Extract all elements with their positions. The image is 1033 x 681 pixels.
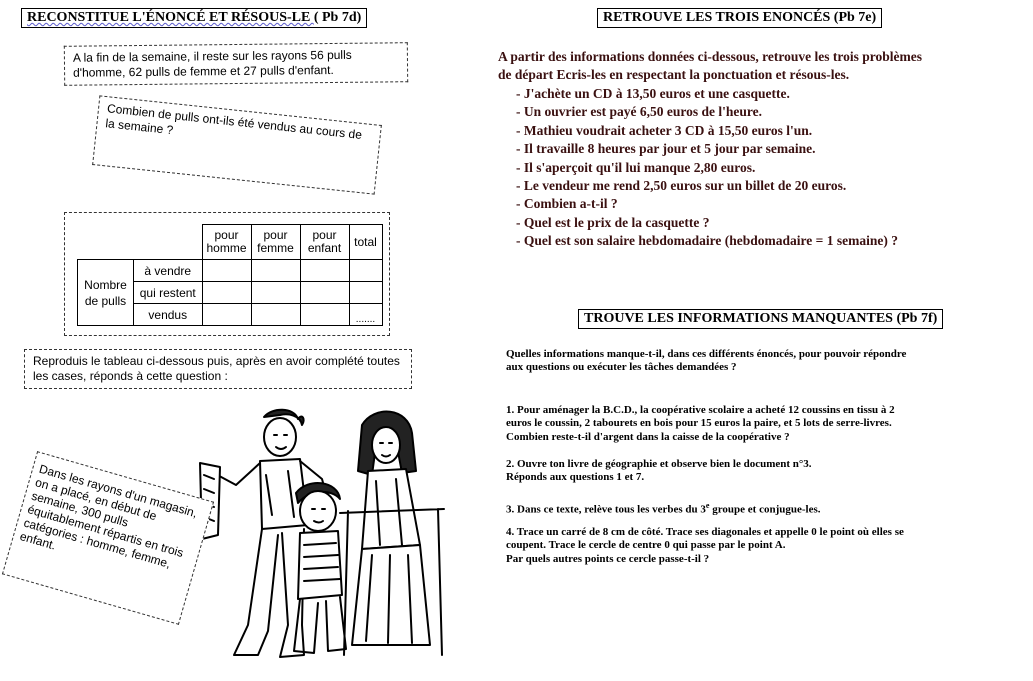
list-item: - Mathieu voudrait acheter 3 CD à 15,50 euros l'un. — [516, 122, 813, 138]
table-header-row — [78, 225, 383, 260]
pb7f-title-text: TROUVE LES INFORMATIONS MANQUANTES (Pb 7f) — [584, 311, 938, 326]
col-header-total: total — [349, 225, 382, 260]
pb7f-intro-line: aux questions ou exécuter les tâches demandées ? — [506, 361, 737, 374]
row-group-label: Nombre de pulls — [78, 260, 134, 326]
question-3-start: 3. Dans ce texte, relève tous les verbes du 3 — [506, 503, 706, 516]
list-item: - Quel est le prix de la casquette ? — [516, 214, 710, 230]
question-line: coupent. Trace le cercle de centre 0 qui passe par le point A. — [506, 539, 786, 552]
col-header-homme: pour homme — [202, 225, 251, 260]
row-label-a-vendre: à vendre — [134, 260, 203, 282]
card-question — [92, 95, 382, 194]
pb7f-intro-line: Quelles informations manque-t-il, dans ces différents énoncés, pour pouvoir répondre — [506, 348, 907, 360]
col-header-femme: pour femme — [251, 225, 300, 260]
pb7e-intro-line2: de départ Ecris-les en respectant la ponctuation et résous-les. — [498, 67, 850, 82]
row-label-vendus: vendus — [134, 304, 203, 326]
question-line: 2. Ouvre ton livre de géographie et observe bien le document n°3. — [506, 458, 812, 470]
pb7f-title — [578, 309, 943, 329]
pb7f-question-2 — [506, 458, 812, 485]
pb7e-list — [516, 85, 898, 251]
pb7e-intro-line1: A partir des informations données ci-dessous, retrouve les trois problèmes — [498, 49, 922, 64]
list-item: - Il travaille 8 heures par jour et 5 jour par semaine. — [516, 141, 816, 157]
list-item: - Un ouvrier est payé 6,50 euros de l'heure. — [516, 104, 762, 120]
table-cell — [349, 282, 382, 304]
question-3-end: groupe et conjugue-les. — [709, 503, 821, 516]
card-instructions — [24, 349, 412, 389]
table-corner — [78, 225, 134, 260]
pb7d-title — [21, 8, 367, 28]
table-cell — [251, 304, 300, 326]
card-end-of-week — [64, 42, 408, 86]
question-line: Réponds aux questions 1 et 7. — [506, 471, 645, 484]
card-instructions-text: Reproduis le tableau ci-dessous puis, après en avoir complété toutes les cases, réponds à cette question : — [33, 354, 400, 383]
pb7f-question-4 — [506, 526, 904, 566]
question-line: Par quels autres points ce cercle passe-t-il ? — [506, 552, 710, 565]
question-line: euros le coussin, 2 tabourets en bois pour 15 euros la paire, et 5 lots de serre-livres. — [506, 417, 892, 430]
row-label-qui-restent: qui restent — [134, 282, 203, 304]
pb7f-intro — [506, 348, 906, 375]
question-3-sup: e — [705, 501, 710, 510]
pb7f-question-3 — [506, 499, 820, 517]
pb7e-title-text: RETROUVE LES TROIS ENONCÉS (Pb 7e) — [603, 10, 877, 25]
card-end-of-week-text: A la fin de la semaine, il reste sur les rayons 56 pulls d'homme, 62 pulls de femme et 27 pulls d'enfant. — [72, 47, 352, 80]
table-cell — [202, 304, 251, 326]
table-corner — [134, 225, 203, 260]
list-item: - Combien a-t-il ? — [516, 196, 618, 212]
family-illustration — [176, 405, 446, 667]
table-cell — [202, 282, 251, 304]
table-row — [78, 260, 383, 282]
question-line: Combien reste-t-il d'argent dans la caisse de la coopérative ? — [506, 430, 790, 443]
list-item: - Quel est son salaire hebdomadaire (hebdomadaire = 1 semaine) ? — [516, 233, 898, 249]
list-item: - Le vendeur me rend 2,50 euros sur un billet de 20 euros. — [516, 178, 847, 194]
pb7f-question-1 — [506, 404, 895, 444]
table-card — [64, 212, 390, 336]
table-cell — [349, 260, 382, 282]
pulls-table — [77, 224, 383, 326]
question-line: 1. Pour aménager la B.C.D., la coopérative scolaire a acheté 12 coussins en tissu à 2 — [506, 404, 895, 416]
total-dots: ....... — [349, 304, 382, 326]
table-cell — [300, 304, 349, 326]
pb7d-title-text: RECONSTITUE L'ÉNONCÉ ET RÉSOUS-LE — [27, 10, 314, 25]
table-cell — [202, 260, 251, 282]
table-cell — [251, 282, 300, 304]
card-store-shelves-text: Dans les rayons d'un magasin, on a placé, en début de semaine, 300 pulls équitablement répartis en trois catégories : homme, femme, enfant. — [18, 461, 199, 571]
list-item: - J'achète un CD à 13,50 euros et une casquette. — [516, 86, 790, 101]
pb7e-title — [597, 8, 882, 28]
table-cell — [300, 282, 349, 304]
col-header-enfant: pour enfant — [300, 225, 349, 260]
question-line: 4. Trace un carré de 8 cm de côté. Trace ses diagonales et appelle 0 le point où elles se — [506, 526, 904, 538]
table-cell — [251, 260, 300, 282]
pb7d-ref: ( Pb 7d) — [313, 10, 362, 25]
list-item: - Il s'aperçoit qu'il lui manque 2,80 euros. — [516, 159, 756, 175]
table-cell — [300, 260, 349, 282]
card-question-text: Combien de pulls ont-ils été vendus au cours de la semaine ? — [104, 101, 363, 142]
